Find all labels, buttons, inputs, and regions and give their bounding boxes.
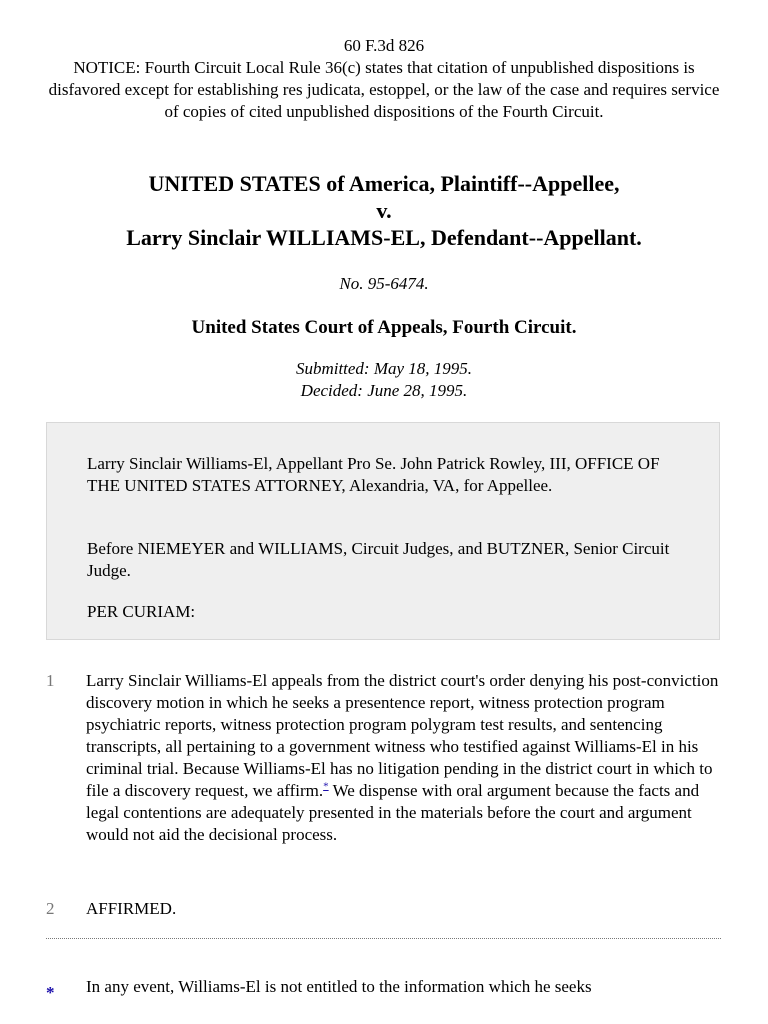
case-caption (40, 170, 728, 251)
opinion-paragraph (86, 670, 726, 846)
paragraph-number: 1 (46, 671, 55, 690)
case-metadata-box (46, 422, 720, 640)
footnote-divider (46, 938, 721, 939)
decision-dates (40, 358, 728, 402)
court-name: United States Court of Appeals, Fourth Circuit. (191, 317, 577, 338)
judges-listing: Before NIEMEYER and WILLIAMS, Circuit Judges, and BUTZNER, Senior Circuit Judge. (87, 539, 670, 580)
disposition-paragraph: AFFIRMED. (86, 899, 177, 918)
footnote-text: In any event, Williams-El is not entitled to the information which he seeks (86, 977, 592, 996)
caption-versus: v. (376, 198, 392, 223)
caption-plaintiff: UNITED STATES of America, Plaintiff--Appellee, (148, 171, 620, 196)
footnote-reference-link[interactable]: * (323, 780, 329, 793)
per-curiam-label: PER CURIAM: (87, 602, 196, 621)
caption-defendant: Larry Sinclair WILLIAMS-EL, Defendant--Appellant. (126, 225, 642, 250)
docket-number: No. 95-6474. (339, 274, 429, 293)
footnote-marker-link[interactable]: * (46, 983, 55, 1002)
counsel-listing: Larry Sinclair Williams-El, Appellant Pro Se. John Patrick Rowley, III, OFFICE OF THE UNITED STATES ATTORNEY, Alexandria, VA, for Appellee. (87, 454, 660, 495)
submitted-date: Submitted: May 18, 1995. (295, 359, 473, 378)
paragraph-text-before: Larry Sinclair Williams-El appeals from the district court's order denying his post-conviction discovery motion in which he seeks a presentence report, witness protection program psychiatric reports, witness protection program polygram test results, and sentencing transcripts, all pertaining to a government witness who testified against Williams-El in his criminal trial. Because Williams-El has no litigation pending in the district court in which to file a discovery request, we affirm. (86, 671, 719, 800)
citation: 60 F.3d 826 (343, 36, 425, 55)
unpublished-notice: NOTICE: Fourth Circuit Local Rule 36(c) states that citation of unpublished dispositions is disfavored except for establishing res judicata, estoppel, or the law of the case and requires service of copies of cited unpublished dispositions of the Fourth Circuit. (48, 58, 720, 121)
paragraph-text-after: We dispense with oral argument because the facts and legal contentions are adequately presented in the materials before the court and argument would not aid the decisional process. (86, 781, 700, 844)
decided-date: Decided: June 28, 1995. (300, 381, 468, 400)
paragraph-number: 2 (46, 899, 55, 918)
